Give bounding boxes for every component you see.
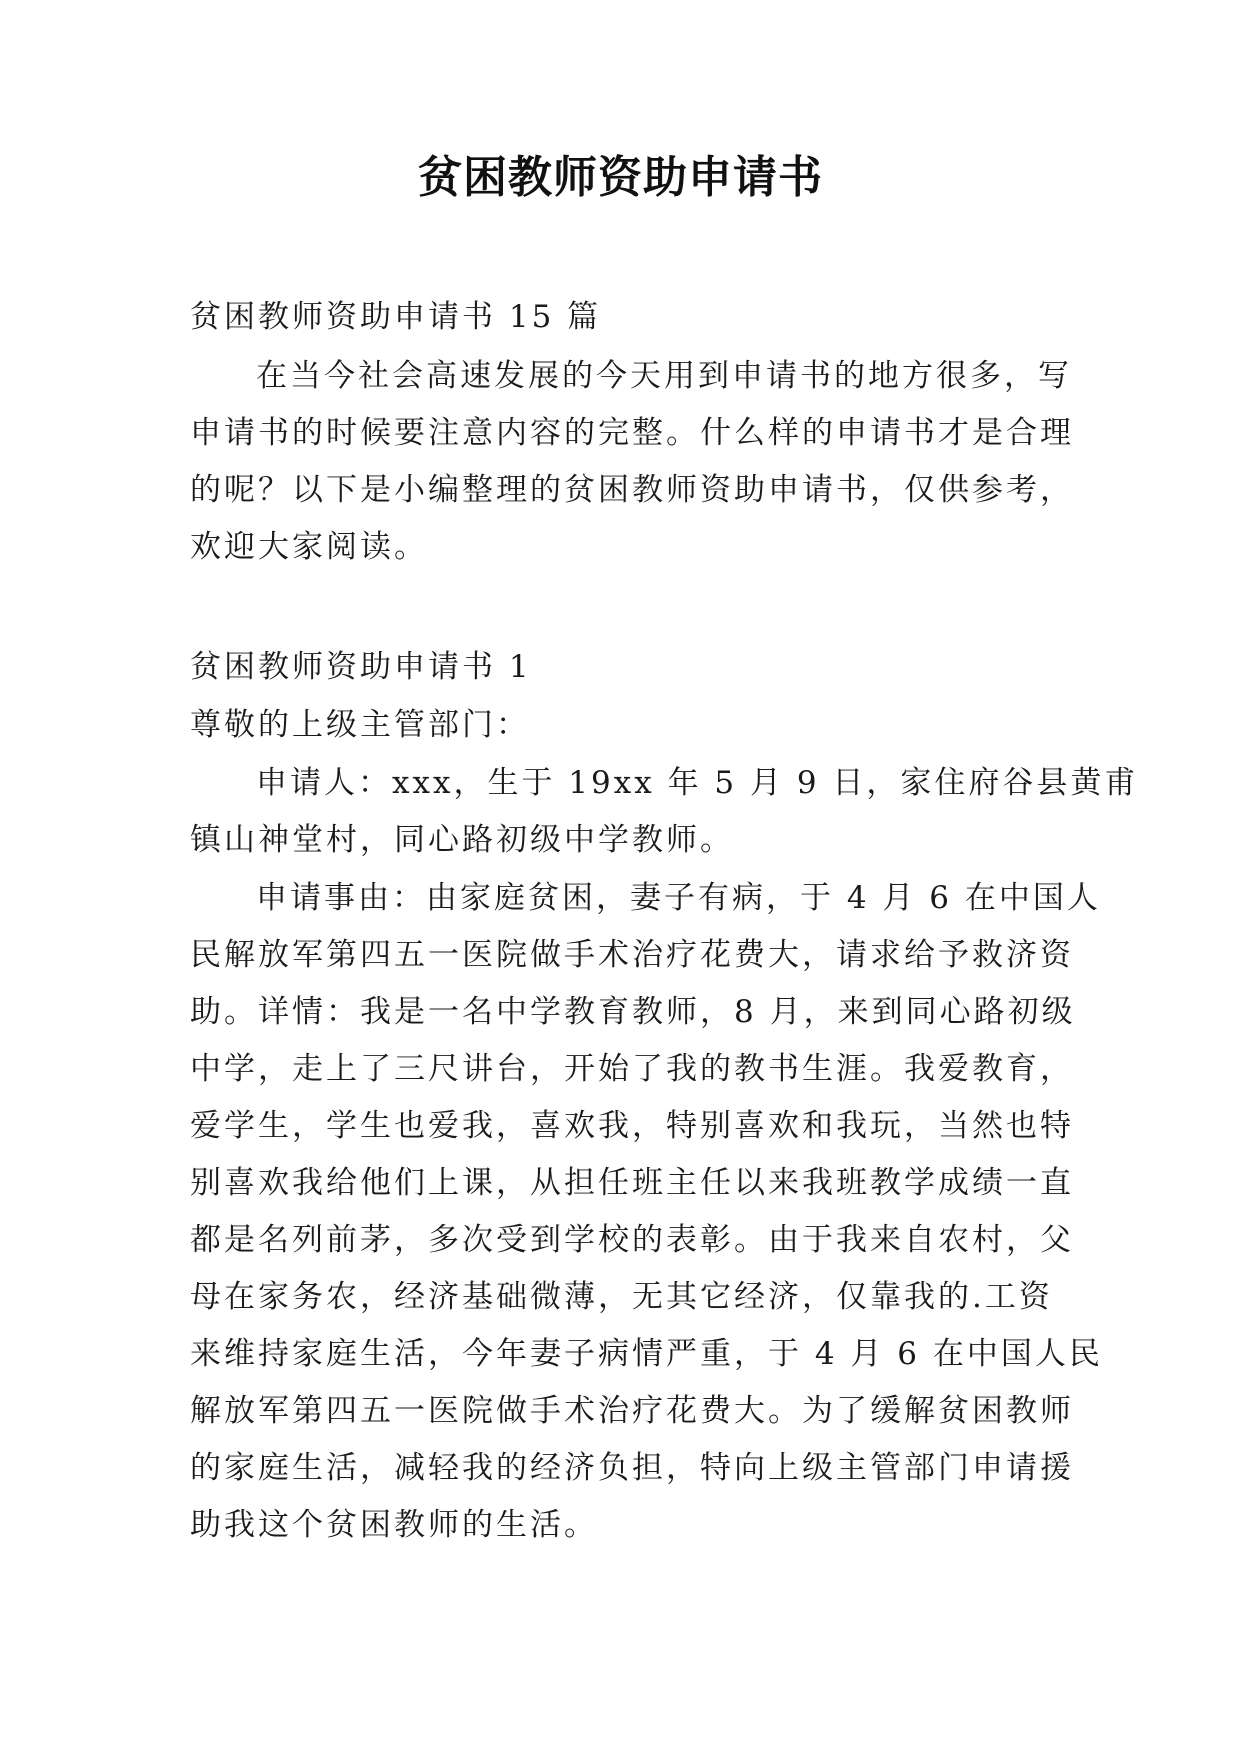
intro-paragraph-line: 申请书的时候要注意内容的完整。什么样的申请书才是合理 — [190, 415, 1074, 451]
reason-paragraph-line: 爱学生，学生也爱我，喜欢我，特别喜欢和我玩，当然也特 — [190, 1108, 1074, 1144]
reason-paragraph-line: 助。详情：我是一名中学教育教师，8 月，来到同心路初级 — [190, 994, 1076, 1030]
applicant-paragraph-line: 镇山神堂村，同心路初级中学教师。 — [190, 822, 734, 858]
reason-paragraph-line: 民解放军第四五一医院做手术治疗花费大，请求给予救济资 — [190, 937, 1074, 973]
reason-paragraph-line: 母在家务农，经济基础微薄，无其它经济，仅靠我的.工资 — [190, 1279, 1053, 1315]
reason-paragraph-line: 别喜欢我给他们上课，从担任班主任以来我班教学成绩一直 — [190, 1165, 1074, 1201]
reason-paragraph-line: 中学，走上了三尺讲台，开始了我的教书生涯。我爱教育， — [190, 1051, 1074, 1087]
reason-paragraph-line: 申请事由：由家庭贫困，妻子有病，于 4 月 6 在中国人 — [256, 880, 1101, 916]
reason-paragraph-line: 都是名列前茅，多次受到学校的表彰。由于我来自农村，父 — [190, 1222, 1074, 1258]
subtitle-line: 贫困教师资助申请书 15 篇 — [190, 299, 602, 335]
intro-paragraph-line: 在当今社会高速发展的今天用到申请书的地方很多，写 — [256, 358, 1072, 394]
applicant-paragraph-line: 申请人：xxx，生于 19xx 年 5 月 9 日，家住府谷县黄甫 — [256, 765, 1139, 801]
reason-paragraph-line: 的家庭生活，减轻我的经济负担，特向上级主管部门申请援 — [190, 1450, 1074, 1486]
salutation: 尊敬的上级主管部门： — [190, 707, 530, 743]
document-title: 贫困教师资助申请书 — [418, 152, 823, 203]
section-heading: 贫困教师资助申请书 1 — [190, 649, 532, 685]
intro-paragraph-line: 的呢？以下是小编整理的贫困教师资助申请书，仅供参考， — [190, 472, 1074, 508]
intro-paragraph-line: 欢迎大家阅读。 — [190, 529, 428, 565]
reason-paragraph-line: 来维持家庭生活，今年妻子病情严重，于 4 月 6 在中国人民 — [190, 1336, 1103, 1372]
reason-paragraph-line: 解放军第四五一医院做手术治疗花费大。为了缓解贫困教师 — [190, 1393, 1074, 1429]
reason-paragraph-line: 助我这个贫困教师的生活。 — [190, 1507, 598, 1543]
